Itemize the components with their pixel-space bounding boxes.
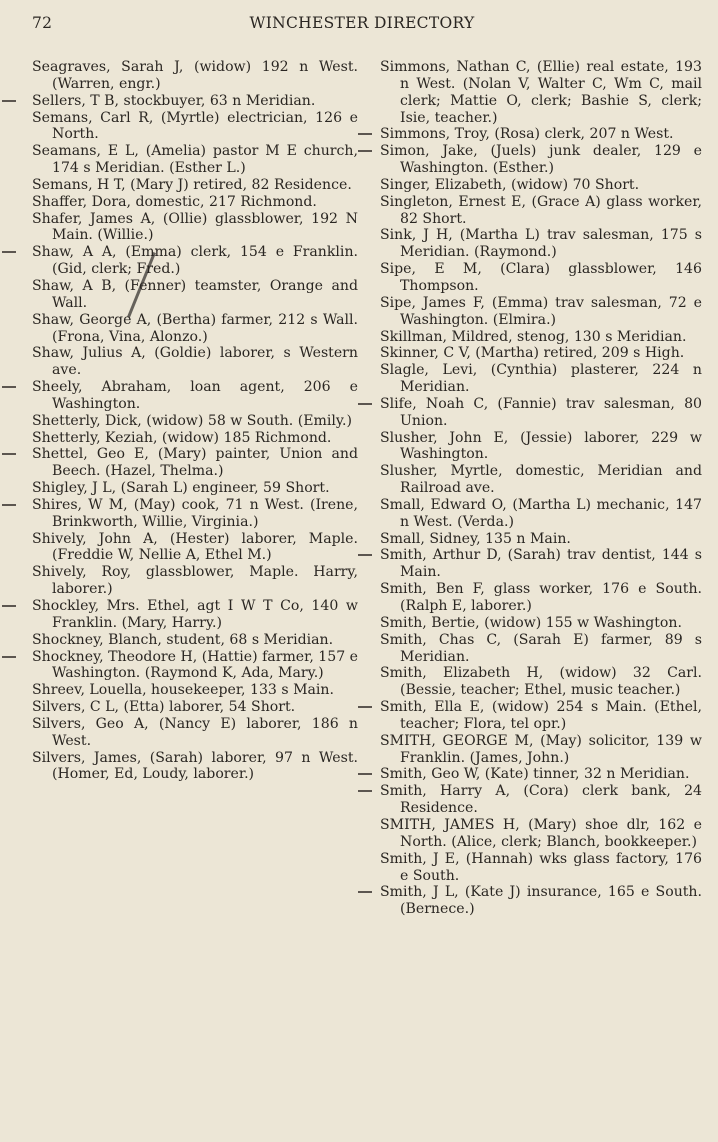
directory-entry	[380, 817, 702, 851]
entry-text: Shockney, Blanch, student, 68 s Meridian.	[32, 631, 334, 648]
entry-text: Shaw, George A, (Bertha) farmer, 212 s Wall. (Frona, Vina, Alonzo.)	[32, 311, 358, 345]
directory-entry	[32, 531, 358, 565]
directory-entry	[380, 345, 702, 362]
directory-entry	[32, 649, 358, 683]
entry-text: Smith, Ella E, (widow) 254 s Main. (Ethel, teacher; Flora, tel opr.)	[380, 699, 702, 732]
directory-entry	[32, 278, 358, 312]
directory-entry	[380, 362, 702, 396]
directory-entry	[380, 430, 702, 464]
directory-entry	[32, 177, 358, 194]
pencil-dash-mark	[2, 100, 16, 102]
entry-text: Shettel, Geo E, (Mary) painter, Union and Beech. (Hazel, Thelma.)	[32, 446, 358, 480]
entry-text: Singer, Elizabeth, (widow) 70 Short.	[380, 176, 640, 193]
directory-entry	[32, 446, 358, 480]
pencil-dash-mark	[358, 150, 372, 152]
entry-text: Slusher, John E, (Jessie) laborer, 229 w Washington.	[380, 429, 702, 463]
entry-text: Shigley, J L, (Sarah L) engineer, 59 Short.	[32, 480, 330, 497]
entry-text: Simmons, Nathan C, (Ellie) real estate, 193 n West. (Nolan V, Walter C, Wm C, mail clerk; Mattie O, clerk; Bashie S, clerk; Isie, teacher.)	[380, 59, 702, 126]
directory-entry	[380, 177, 702, 194]
entry-text: Slife, Noah C, (Fannie) trav salesman, 80 Union.	[380, 395, 702, 429]
page-header	[32, 14, 692, 38]
pencil-dash-mark	[358, 706, 372, 708]
pencil-dash-mark	[358, 790, 372, 792]
directory-entry	[380, 143, 702, 177]
entry-text: Skinner, C V, (Martha) retired, 209 s High.	[380, 345, 685, 362]
entry-text: Slagle, Levi, (Cynthia) plasterer, 224 n Meridian.	[380, 362, 702, 396]
entry-text: Shafer, James A, (Ollie) glassblower, 192 N Main. (Willie.)	[32, 210, 358, 244]
directory-entry	[380, 261, 702, 295]
entry-text: Smith, Arthur D, (Sarah) trav dentist, 144 s Main.	[380, 547, 702, 581]
entry-text: Sellers, T B, stockbuyer, 63 n Meridian.	[32, 92, 316, 109]
entry-text: Shreev, Louella, housekeeper, 133 s Main.	[32, 682, 334, 699]
directory-entry	[380, 531, 702, 548]
entry-text: Shively, John A, (Hester) laborer, Maple. (Freddie W, Nellie A, Ethel M.)	[32, 530, 358, 564]
entry-text: Smith, Elizabeth H, (widow) 32 Carl. (Bessie, teacher; Ethel, music teacher.)	[380, 665, 702, 699]
directory-entry	[380, 329, 702, 346]
entry-text: Smith, Bertie, (widow) 155 w Washington.	[380, 614, 682, 631]
directory-entry	[32, 497, 358, 531]
directory-entry	[380, 699, 702, 733]
pencil-dash-mark	[2, 386, 16, 388]
pencil-dash-mark	[358, 773, 372, 775]
pencil-dash-mark	[358, 554, 372, 556]
directory-entry	[32, 194, 358, 211]
entry-text: Small, Sidney, 135 n Main.	[380, 530, 571, 547]
directory-entry	[32, 211, 358, 245]
entry-text: SMITH, GEORGE M, (May) solicitor, 139 w Franklin. (James, John.)	[380, 732, 702, 766]
directory-entry	[32, 682, 358, 699]
entry-text: Smith, Ben F, glass worker, 176 e South. (Ralph E, laborer.)	[380, 581, 702, 614]
entry-text: Shockney, Theodore H, (Hattie) farmer, 157 e Washington. (Raymond K, Ada, Mary.)	[32, 648, 359, 682]
entry-text: Silvers, James, (Sarah) laborer, 97 n West. (Homer, Ed, Loudy, laborer.)	[32, 749, 358, 783]
pencil-dash-mark	[358, 133, 372, 135]
directory-entry	[380, 581, 702, 615]
running-title: WINCHESTER DIRECTORY	[249, 14, 475, 32]
directory-entry	[32, 430, 358, 447]
entry-text: Shockley, Mrs. Ethel, agt I W T Co, 140 w Franklin. (Mary, Harry.)	[32, 598, 358, 631]
entry-text: Simon, Jake, (Juels) junk dealer, 129 e Washington. (Esther.)	[380, 143, 702, 177]
directory-entry	[380, 733, 702, 767]
directory-entry	[32, 716, 358, 750]
entry-text: Shetterly, Dick, (widow) 58 w South. (Emily.)	[32, 412, 352, 429]
entry-text: Silvers, C L, (Etta) laborer, 54 Short.	[32, 699, 296, 716]
pencil-dash-mark	[2, 656, 16, 658]
entry-text: Smith, J E, (Hannah) wks glass factory, 176 e South.	[380, 850, 702, 884]
entry-text: Sheely, Abraham, loan agent, 206 e Washington.	[32, 379, 358, 412]
directory-entry	[380, 884, 702, 918]
directory-entry	[380, 783, 702, 817]
directory-entry	[380, 126, 702, 143]
entry-text: Slusher, Myrtle, domestic, Meridian and Railroad ave.	[380, 463, 702, 497]
entry-text: Sipe, James F, (Emma) trav salesman, 72 e Washington. (Elmira.)	[380, 294, 702, 328]
pencil-dash-mark	[2, 453, 16, 455]
entry-text: Shires, W M, (May) cook, 71 n West. (Irene, Brinkworth, Willie, Virginia.)	[32, 496, 358, 530]
entry-text: Semans, Carl R, (Myrtle) electrician, 126 e North.	[32, 109, 358, 143]
left-column	[32, 59, 358, 783]
directory-entry	[32, 699, 358, 716]
entry-text: Seagraves, Sarah J, (widow) 192 n West. (Warren, engr.)	[32, 59, 358, 92]
entry-text: Seamans, E L, (Amelia) pastor M E church, 174 s Meridian. (Esther L.)	[32, 143, 358, 177]
right-column	[380, 59, 702, 918]
entry-text: Shively, Roy, glassblower, Maple. Harry, laborer.)	[32, 564, 358, 598]
entry-text: Singleton, Ernest E, (Grace A) glass worker, 82 Short.	[380, 193, 702, 227]
directory-entry	[380, 59, 702, 126]
entry-text: Smith, J L, (Kate J) insurance, 165 e South. (Bernece.)	[380, 884, 702, 918]
page-number: 72	[32, 14, 53, 32]
directory-entry	[380, 194, 702, 228]
directory-entry	[380, 851, 702, 885]
directory-entry	[32, 564, 358, 598]
directory-entry	[32, 632, 358, 649]
directory-entry	[380, 463, 702, 497]
entry-text: SMITH, JAMES H, (Mary) shoe dlr, 162 e North. (Alice, clerk; Blanch, bookkeeper.)	[380, 816, 702, 850]
pencil-dash-mark	[2, 504, 16, 506]
directory-entry	[380, 766, 702, 783]
entry-text: Smith, Chas C, (Sarah E) farmer, 89 s Meridian.	[380, 631, 702, 665]
directory-entry	[32, 379, 358, 413]
entry-text: Shaffer, Dora, domestic, 217 Richmond.	[32, 193, 317, 210]
directory-entry	[380, 295, 702, 329]
directory-entry	[32, 312, 358, 346]
pencil-dash-mark	[2, 251, 16, 253]
directory-entry	[380, 497, 702, 531]
entry-text: Skillman, Mildred, stenog, 130 s Meridian.	[380, 328, 687, 345]
entry-text: Shaw, Julius A, (Goldie) laborer, s Western ave.	[32, 345, 358, 379]
directory-entry	[32, 413, 358, 430]
pencil-dash-mark	[358, 403, 372, 405]
directory-entry	[380, 665, 702, 699]
entry-text: Shetterly, Keziah, (widow) 185 Richmond.	[32, 429, 332, 446]
entry-text: Sipe, E M, (Clara) glassblower, 146 Thompson.	[380, 261, 702, 294]
directory-entry	[380, 227, 702, 261]
entry-text: Smith, Harry A, (Cora) clerk bank, 24 Residence.	[380, 783, 702, 817]
directory-entry	[32, 244, 358, 278]
entry-text: Simmons, Troy, (Rosa) clerk, 207 n West.	[380, 126, 674, 143]
directory-entry	[32, 750, 358, 784]
directory-entry	[380, 632, 702, 666]
entry-text: Shaw, A A, (Emma) clerk, 154 e Franklin. (Gid, clerk; Fred.)	[32, 244, 358, 278]
directory-entry	[32, 598, 358, 632]
entry-text: Silvers, Geo A, (Nancy E) laborer, 186 n West.	[32, 715, 358, 749]
directory-entry	[380, 547, 702, 581]
directory-entry	[32, 93, 358, 110]
pencil-dash-mark	[2, 605, 16, 607]
directory-entry	[32, 480, 358, 497]
directory-entry	[32, 345, 358, 379]
directory-entry	[32, 143, 358, 177]
entry-text: Sink, J H, (Martha L) trav salesman, 175 s Meridian. (Raymond.)	[380, 227, 702, 261]
entry-text: Smith, Geo W, (Kate) tinner, 32 n Meridian.	[380, 766, 690, 783]
directory-entry	[380, 396, 702, 430]
entry-text: Semans, H T, (Mary J) retired, 82 Residence.	[32, 176, 352, 193]
directory-entry	[380, 615, 702, 632]
directory-entry	[32, 110, 358, 144]
directory-entry	[32, 59, 358, 93]
entry-text: Small, Edward O, (Martha L) mechanic, 147 n West. (Verda.)	[380, 496, 702, 530]
pencil-dash-mark	[358, 891, 372, 893]
entry-text: Shaw, A B, (Fenner) teamster, Orange and Wall.	[32, 277, 358, 311]
